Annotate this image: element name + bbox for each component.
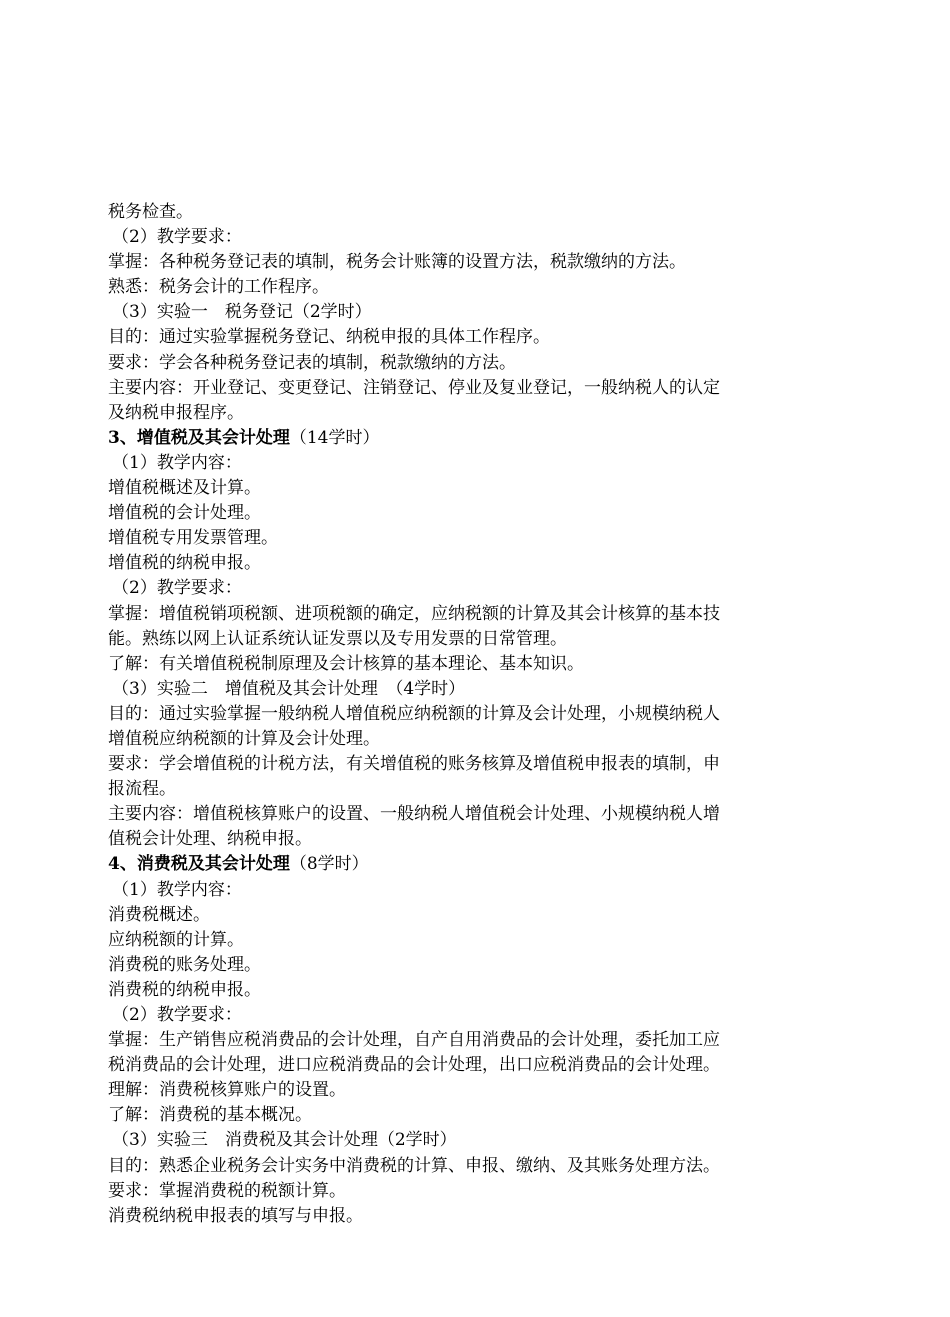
text-line: 目的：熟悉企业税务会计实务中消费税的计算、申报、缴纳、及其账务处理方法。 bbox=[108, 1155, 720, 1176]
text-line: 主要内容：开业登记、变更登记、注销登记、停业及复业登记，一般纳税人的认定 bbox=[108, 377, 720, 398]
text-line: （2）教学要求： bbox=[112, 227, 242, 248]
text-line: 消费税的纳税申报。 bbox=[108, 979, 261, 1000]
text-line: 要求：掌握消费税的税额计算。 bbox=[108, 1180, 346, 1201]
document-page bbox=[108, 200, 848, 1229]
text-line: 增值税概述及计算。 bbox=[108, 478, 261, 499]
text-line: 应纳税额的计算。 bbox=[108, 929, 244, 950]
text-line: 税务检查。 bbox=[108, 202, 193, 222]
text-line: 增值税的会计处理。 bbox=[108, 503, 261, 524]
text-line: 消费税的账务处理。 bbox=[108, 954, 261, 975]
text-line: （3）实验二 增值税及其会计处理 （4学时） bbox=[112, 678, 466, 699]
section-heading-title: 3、增值税及其会计处理 bbox=[108, 427, 290, 448]
text-line: 增值税应纳税额的计算及会计处理。 bbox=[108, 728, 380, 749]
text-line: 熟悉：税务会计的工作程序。 bbox=[108, 277, 329, 298]
text-line: 增值税专用发票管理。 bbox=[108, 528, 278, 549]
text-line: 掌握：生产销售应税消费品的会计处理，自产自用消费品的会计处理，委托加工应 bbox=[108, 1030, 720, 1051]
section-heading-title: 4、消费税及其会计处理 bbox=[108, 854, 290, 875]
text-line: （3）实验三 消费税及其会计处理（2学时） bbox=[112, 1130, 457, 1151]
text-line: 主要内容：增值税核算账户的设置、一般纳税人增值税会计处理、小规模纳税人增 bbox=[108, 804, 720, 825]
text-line: （1）教学内容： bbox=[112, 879, 242, 900]
section-heading bbox=[108, 852, 848, 877]
text-line: 报流程。 bbox=[108, 779, 176, 800]
text-line: 增值税的纳税申报。 bbox=[108, 553, 261, 574]
text-line: 了解：有关增值税税制原理及会计核算的基本理论、基本知识。 bbox=[108, 653, 584, 674]
text-line: 及纳税申报程序。 bbox=[108, 402, 244, 423]
text-line: 了解：消费税的基本概况。 bbox=[108, 1105, 312, 1126]
text-line: 能。熟练以网上认证系统认证发票以及专用发票的日常管理。 bbox=[108, 628, 567, 649]
text-line: （2）教学要求： bbox=[112, 1005, 242, 1025]
section-heading-hours: （14学时） bbox=[289, 427, 380, 448]
section-heading-hours: （8学时） bbox=[289, 854, 369, 875]
text-line: 掌握：各种税务登记表的填制，税务会计账簿的设置方法，税款缴纳的方法。 bbox=[108, 252, 686, 273]
text-line: 要求：学会增值税的计税方法，有关增值税的账务核算及增值税申报表的填制，申 bbox=[108, 754, 720, 775]
text-line: 值税会计处理、纳税申报。 bbox=[108, 829, 312, 850]
text-line: 理解：消费税核算账户的设置。 bbox=[108, 1080, 346, 1101]
text-line: 消费税概述。 bbox=[108, 904, 210, 925]
text-line: （3）实验一 税务登记（2学时） bbox=[112, 302, 372, 323]
text-line: （2）教学要求： bbox=[112, 578, 242, 599]
text-line: 消费税纳税申报表的填写与申报。 bbox=[108, 1205, 363, 1226]
text-line: 税消费品的会计处理，进口应税消费品的会计处理，出口应税消费品的会计处理。 bbox=[108, 1055, 720, 1076]
text-line: 目的：通过实验掌握税务登记、纳税申报的具体工作程序。 bbox=[108, 327, 550, 348]
text-line: 掌握：增值税销项税额、进项税额的确定，应纳税额的计算及其会计核算的基本技 bbox=[108, 603, 720, 624]
text-line: （1）教学内容： bbox=[112, 452, 242, 473]
text-line: 目的：通过实验掌握一般纳税人增值税应纳税额的计算及会计处理，小规模纳税人 bbox=[108, 703, 720, 724]
text-line: 要求：学会各种税务登记表的填制，税款缴纳的方法。 bbox=[108, 352, 516, 373]
section-heading bbox=[108, 426, 848, 451]
